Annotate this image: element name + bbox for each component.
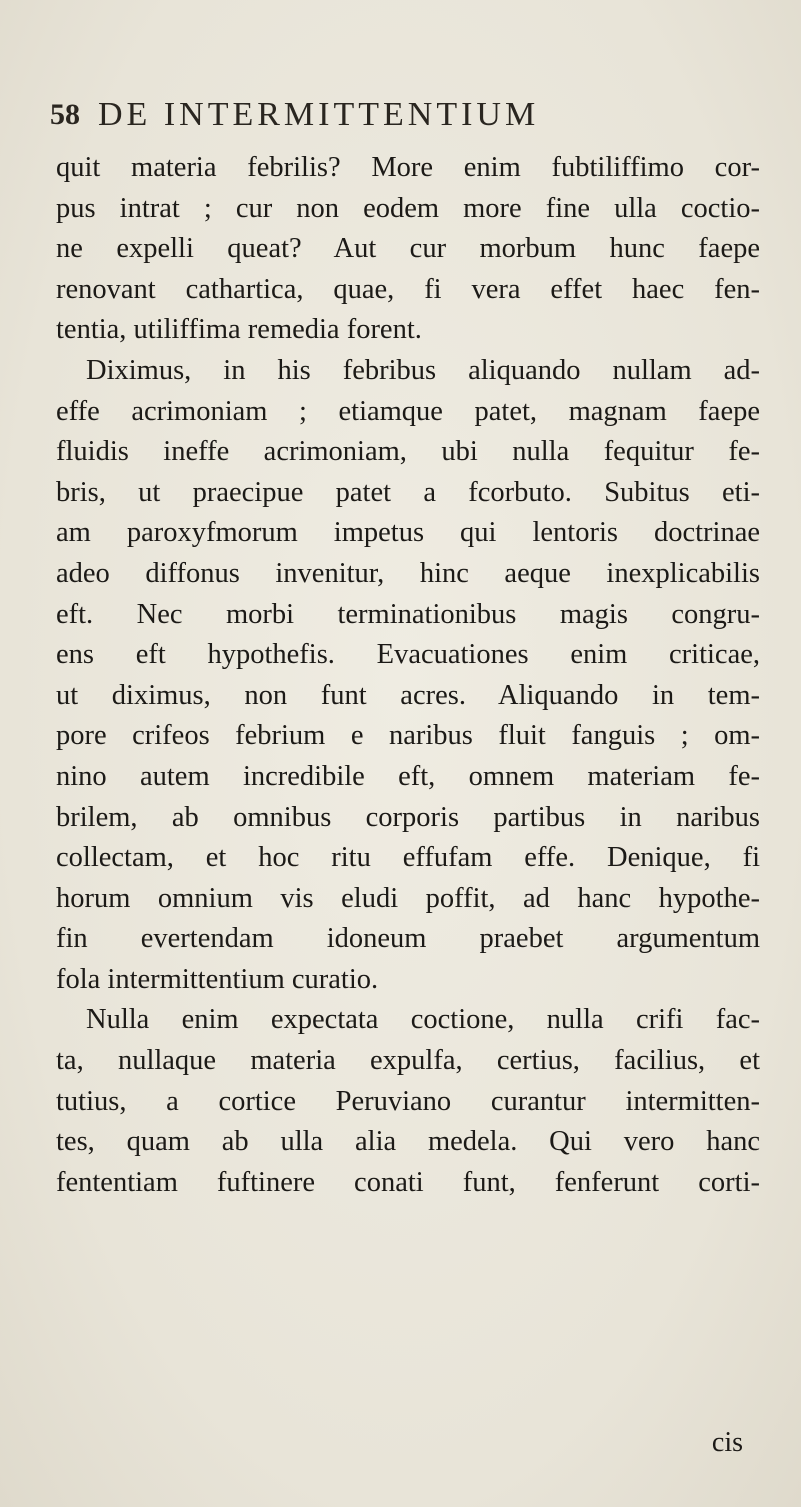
text-line: ens eft hypothefis. Evacuationes enim criticae, <box>56 639 760 671</box>
body-text <box>56 148 760 1203</box>
text-line: renovant cathartica, quae, fi vera effet haec fen- <box>56 273 760 305</box>
text-line: fola intermittentium curatio. <box>56 963 379 995</box>
text-line: effe acrimoniam ; etiamque patet, magnam faepe <box>56 395 760 427</box>
text-line: adeo diffonus invenitur, hinc aeque inexplicabilis <box>56 557 760 589</box>
text-line: bris, ut praecipue patet a fcorbuto. Subitus eti- <box>56 476 760 508</box>
text-line: tentia, utiliffima remedia forent. <box>56 314 422 346</box>
text-line: fententiam fuftinere conati funt, fenferunt corti- <box>56 1166 760 1198</box>
text-line: ne expelli queat? Aut cur morbum hunc faepe <box>56 233 760 265</box>
text-line: tutius, a cortice Peruviano curantur intermitten- <box>56 1085 760 1117</box>
text-line: pus intrat ; cur non eodem more fine ulla coctio- <box>56 192 760 224</box>
text-line: horum omnium vis eludi poffit, ad hanc hypothe- <box>56 882 760 914</box>
text-line: collectam, et hoc ritu effufam effe. Denique, fi <box>56 842 760 874</box>
text-line: am paroxyfmorum impetus qui lentoris doctrinae <box>56 517 760 549</box>
text-line: eft. Nec morbi terminationibus magis congru- <box>56 598 760 630</box>
text-line: nino autem incredibile eft, omnem materiam fe- <box>56 760 760 792</box>
text-line: quit materia febrilis? More enim fubtiliffimo cor- <box>56 152 760 183</box>
text-line: pore crifeos febrium e naribus fluit fanguis ; om- <box>56 720 760 752</box>
text-line: Diximus, in his febribus aliquando nullam ad- <box>86 354 760 386</box>
page-header <box>50 96 750 136</box>
text-line: tes, quam ab ulla alia medela. Qui vero hanc <box>56 1126 760 1158</box>
page-number: 58 <box>50 98 80 131</box>
text-line: ta, nullaque materia expulfa, certius, facilius, et <box>56 1045 760 1077</box>
text-line: ut diximus, non funt acres. Aliquando in tem- <box>56 679 760 711</box>
text-line: fluidis ineffe acrimoniam, ubi nulla fequitur fe- <box>56 436 760 468</box>
running-head: DE INTERMITTENTIUM <box>98 96 540 133</box>
text-line: Nulla enim expectata coctione, nulla crifi fac- <box>86 1004 760 1036</box>
catchword: cis <box>711 1427 743 1458</box>
text-line: brilem, ab omnibus corporis partibus in naribus <box>56 801 760 833</box>
text-line: fin evertendam idoneum praebet argumentum <box>56 923 760 955</box>
